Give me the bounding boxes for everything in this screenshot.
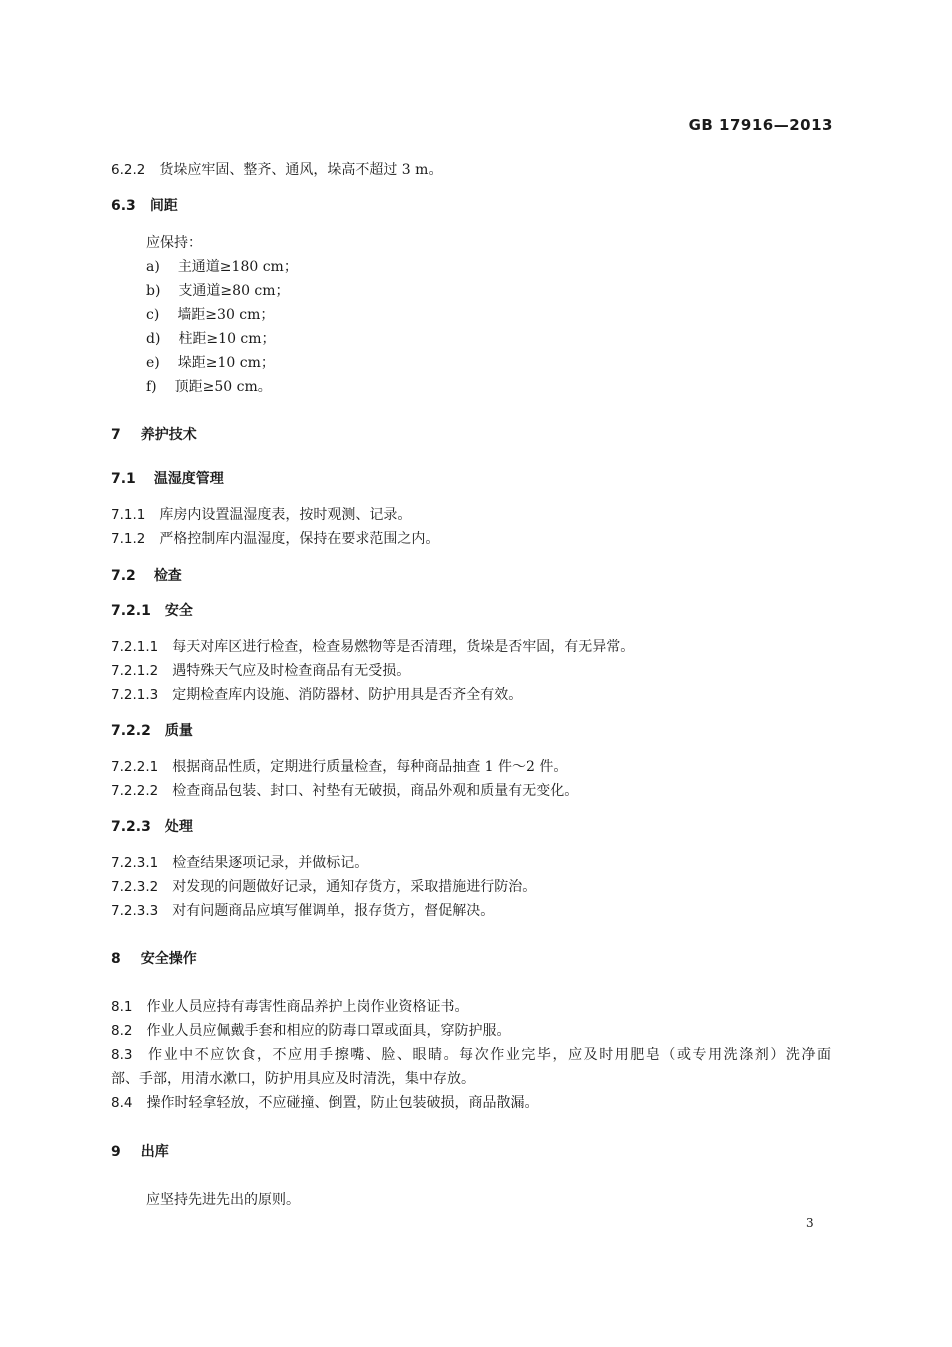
- clause-number: 7.1.2: [111, 531, 146, 547]
- heading-number: 7.1: [111, 471, 136, 487]
- list-text: 墙距≥30 cm；: [177, 307, 275, 323]
- heading-text: 质量: [164, 723, 193, 739]
- list-text: 支通道≥80 cm；: [178, 283, 290, 299]
- heading-7: [111, 425, 197, 445]
- list-item-f: [146, 377, 272, 397]
- clause-8-2: [111, 1021, 510, 1041]
- clause-text: 检查商品包装、封口、衬垫有无破损，商品外观和质量有无变化。: [172, 783, 579, 799]
- clause-number: 8.2: [111, 1023, 133, 1039]
- list-item-a: [146, 257, 298, 277]
- heading-number: 7.2.2: [111, 723, 151, 739]
- heading-7-2-1: [111, 601, 193, 621]
- clause-number: 8.4: [111, 1095, 133, 1111]
- clause-number: 7.2.3.1: [111, 855, 159, 871]
- heading-number: 9: [111, 1144, 121, 1160]
- clause-text: 根据商品性质，定期进行质量检查，每种商品抽查 1 件～2 件。: [172, 759, 568, 775]
- heading-7-2: [111, 566, 182, 586]
- heading-number: 6.3: [111, 198, 136, 214]
- heading-text: 安全: [164, 603, 193, 619]
- clause-text: 严格控制库内温湿度，保持在要求范围之内。: [159, 531, 440, 547]
- clause-number: 7.2.2.1: [111, 759, 159, 775]
- clause-7-1-2: [111, 529, 439, 549]
- heading-text: 处理: [164, 819, 193, 835]
- list-text: 垛距≥10 cm；: [177, 355, 275, 371]
- clause-number: 7.2.1.2: [111, 663, 159, 679]
- clause-7-2-1-1: [111, 637, 634, 657]
- heading-text: 出库: [140, 1144, 169, 1160]
- heading-text: 间距: [149, 198, 178, 214]
- clause-text: 操作时轻拿轻放，不应碰撞、倒置，防止包装破损，商品散漏。: [146, 1095, 539, 1111]
- heading-number: 7.2: [111, 568, 136, 584]
- list-item-b: [146, 281, 290, 301]
- clause-7-2-3-3: [111, 901, 494, 921]
- list-marker: e): [146, 355, 160, 371]
- clause-text: 每天对库区进行检查，检查易燃物等是否清理，货垛是否牢固，有无异常。: [172, 639, 635, 655]
- clause-text: 作业人员应佩戴手套和相应的防毒口罩或面具，穿防护服。: [146, 1023, 511, 1039]
- paragraph-text: 应坚持先进先出的原则。: [146, 1192, 300, 1208]
- list-marker: a): [146, 259, 160, 275]
- clause-text: 库房内设置温湿度表，按时观测、记录。: [159, 507, 412, 523]
- clause-number: 7.2.3.2: [111, 879, 159, 895]
- clause-6-2-2: [111, 160, 442, 180]
- list-item-d: [146, 329, 276, 349]
- clause-7-2-1-3: [111, 685, 522, 705]
- heading-number: 8: [111, 951, 121, 967]
- heading-6-3: [111, 196, 178, 216]
- heading-text: 温湿度管理: [153, 471, 224, 487]
- clause-7-2-1-2: [111, 661, 410, 681]
- list-text: 顶距≥50 cm。: [174, 379, 272, 395]
- clause-7-2-3-1: [111, 853, 368, 873]
- heading-7-2-3: [111, 817, 193, 837]
- clause-text: 作业人员应持有毒害性商品养护上岗作业资格证书。: [146, 999, 469, 1015]
- list-marker: f): [146, 379, 157, 395]
- clause-text: 对有问题商品应填写催调单，报存货方，督促解决。: [172, 903, 495, 919]
- document-code: GB 17916—2013: [688, 116, 833, 134]
- list-text: 主通道≥180 cm；: [177, 259, 298, 275]
- heading-number: 7.2.1: [111, 603, 151, 619]
- clause-text: 遇特殊天气应及时检查商品有无受损。: [172, 663, 411, 679]
- clause-number: 7.2.1.1: [111, 639, 159, 655]
- clause-7-2-2-1: [111, 757, 567, 777]
- heading-7-2-2: [111, 721, 193, 741]
- list-item-c: [146, 305, 274, 325]
- clause-number: 7.1.1: [111, 507, 146, 523]
- clause-text: 作业中不应饮食，不应用手擦嘴、脸、眼睛。每次作业完毕，应及时用肥皂（或专用洗涤剂）洗净面: [146, 1047, 831, 1063]
- heading-9: [111, 1142, 169, 1162]
- heading-8: [111, 949, 197, 969]
- clause-8-4: [111, 1093, 538, 1113]
- heading-text: 养护技术: [140, 427, 197, 443]
- page-number: 3: [806, 1216, 814, 1230]
- clause-7-1-1: [111, 505, 411, 525]
- clause-number: 7.2.3.3: [111, 903, 159, 919]
- clause-text: 对发现的问题做好记录，通知存货方，采取措施进行防治。: [172, 879, 537, 895]
- list-marker: d): [146, 331, 161, 347]
- clause-number: 7.2.1.3: [111, 687, 159, 703]
- clause-number: 6.2.2: [111, 162, 146, 178]
- list-marker: b): [146, 283, 161, 299]
- list-item-e: [146, 353, 275, 373]
- list-text: 柱距≥10 cm；: [178, 331, 276, 347]
- heading-number: 7: [111, 427, 121, 443]
- clause-text: 定期检查库内设施、消防器材、防护用具是否齐全有效。: [172, 687, 523, 703]
- clause-8-3-continued: 部、手部，用清水漱口，防护用具应及时清洗，集中存放。: [111, 1071, 475, 1087]
- clause-number: 8.1: [111, 999, 133, 1015]
- clause-text: 检查结果逐项记录，并做标记。: [172, 855, 369, 871]
- clause-number: 8.3: [111, 1047, 133, 1063]
- heading-number: 7.2.3: [111, 819, 151, 835]
- heading-7-1: [111, 469, 224, 489]
- clause-7-2-2-2: [111, 781, 578, 801]
- clause-7-2-3-2: [111, 877, 536, 897]
- heading-text: 检查: [153, 568, 182, 584]
- clause-8-3: [111, 1045, 831, 1065]
- paragraph-text: 应保持：: [146, 235, 202, 251]
- clause-text: 货垛应牢固、整齐、通风，垛高不超过 3 m。: [159, 162, 443, 178]
- heading-text: 安全操作: [140, 951, 197, 967]
- list-marker: c): [146, 307, 160, 323]
- clause-number: 7.2.2.2: [111, 783, 159, 799]
- clause-8-1: [111, 997, 468, 1017]
